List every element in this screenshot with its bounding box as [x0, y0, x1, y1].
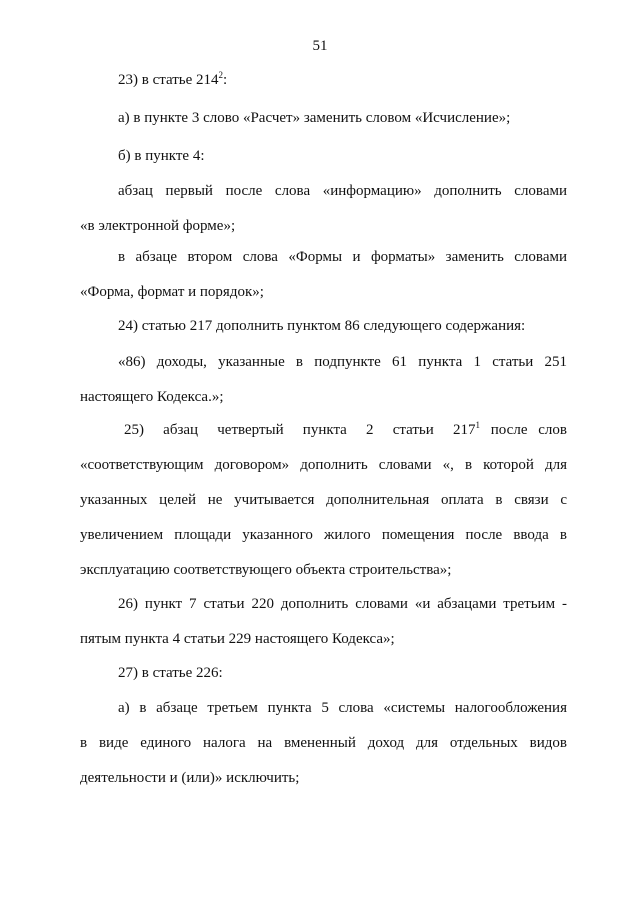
word: статьи — [392, 422, 434, 438]
paragraph-24-text: 24) статью 217 дополнить пунктом 86 следующего содержания: — [118, 318, 526, 334]
paragraph-line: «86) доходы, указанные в подпункте 61 пункта 1 статьи 251 — [118, 354, 567, 370]
paragraph-23-text: 23) в статье 214 — [118, 72, 219, 88]
paragraph-26 — [80, 587, 567, 657]
paragraph-line: настоящего Кодекса.»; — [80, 389, 224, 405]
paragraph-line: а) в абзаце третьем пункта 5 слова «системы налогообложения — [118, 700, 567, 716]
word: слов — [538, 422, 567, 438]
superscript: 1 — [475, 420, 480, 430]
paragraph-line: указанных целей не учитывается дополнительная оплата в связи с — [80, 492, 567, 508]
word: $217^1$ — [452, 420, 480, 438]
paragraph-23-tail: : — [223, 72, 228, 88]
paragraph-23b-text: б) в пункте 4: — [118, 148, 205, 164]
word: после — [490, 422, 528, 438]
paragraph-25 — [80, 413, 567, 588]
word: 25) — [124, 422, 144, 438]
paragraph-27 — [80, 656, 567, 691]
paragraph-line: «соответствующим договором» дополнить словами «, в которой для — [80, 457, 567, 473]
paragraph-27a — [80, 691, 567, 796]
word: абзац — [163, 422, 199, 438]
paragraph-line: в абзаце втором слова «Формы и форматы» заменить словами — [118, 249, 567, 265]
paragraph-line: увеличением площади указанного жилого помещения после ввода в — [80, 527, 567, 543]
word: пункта — [302, 422, 347, 438]
paragraph-line: «Форма, формат и порядок»; — [80, 284, 264, 300]
paragraph-27-text: 27) в статье 226: — [118, 665, 223, 681]
paragraph-line: 26) пункт 7 статьи 220 дополнить словами «и абзацами третьим - — [118, 596, 567, 612]
paragraph-25-words — [124, 413, 480, 448]
paragraph-24-quote — [80, 345, 567, 415]
page-number: 51 — [312, 38, 328, 54]
paragraph-23a-text: а) в пункте 3 слово «Расчет» заменить словом «Исчисление»; — [118, 110, 511, 126]
paragraph-24 — [80, 309, 567, 344]
paragraph-line: эксплуатацию соответствующего объекта строительства»; — [80, 562, 452, 578]
paragraph-line: пятым пункта 4 статьи 229 настоящего Кодекса»; — [80, 631, 395, 647]
paragraph-line: деятельности и (или)» исключить; — [80, 770, 300, 786]
paragraph-23c — [80, 174, 567, 244]
superscript: 2 — [218, 70, 224, 80]
paragraph-23a — [80, 101, 567, 136]
paragraph-25-first-line — [80, 413, 567, 448]
paragraph-23b — [80, 139, 567, 174]
word: 2 — [366, 422, 374, 438]
paragraph-line: «в электронной форме»; — [80, 218, 236, 234]
word: четвертый — [217, 422, 284, 438]
paragraph-23 — [80, 63, 567, 98]
paragraph-line: в виде единого налога на вмененный доход для отдельных видов — [80, 735, 567, 751]
paragraph-23d — [80, 240, 567, 310]
paragraph-line: абзац первый после слова «информацию» дополнить словами — [118, 183, 567, 199]
